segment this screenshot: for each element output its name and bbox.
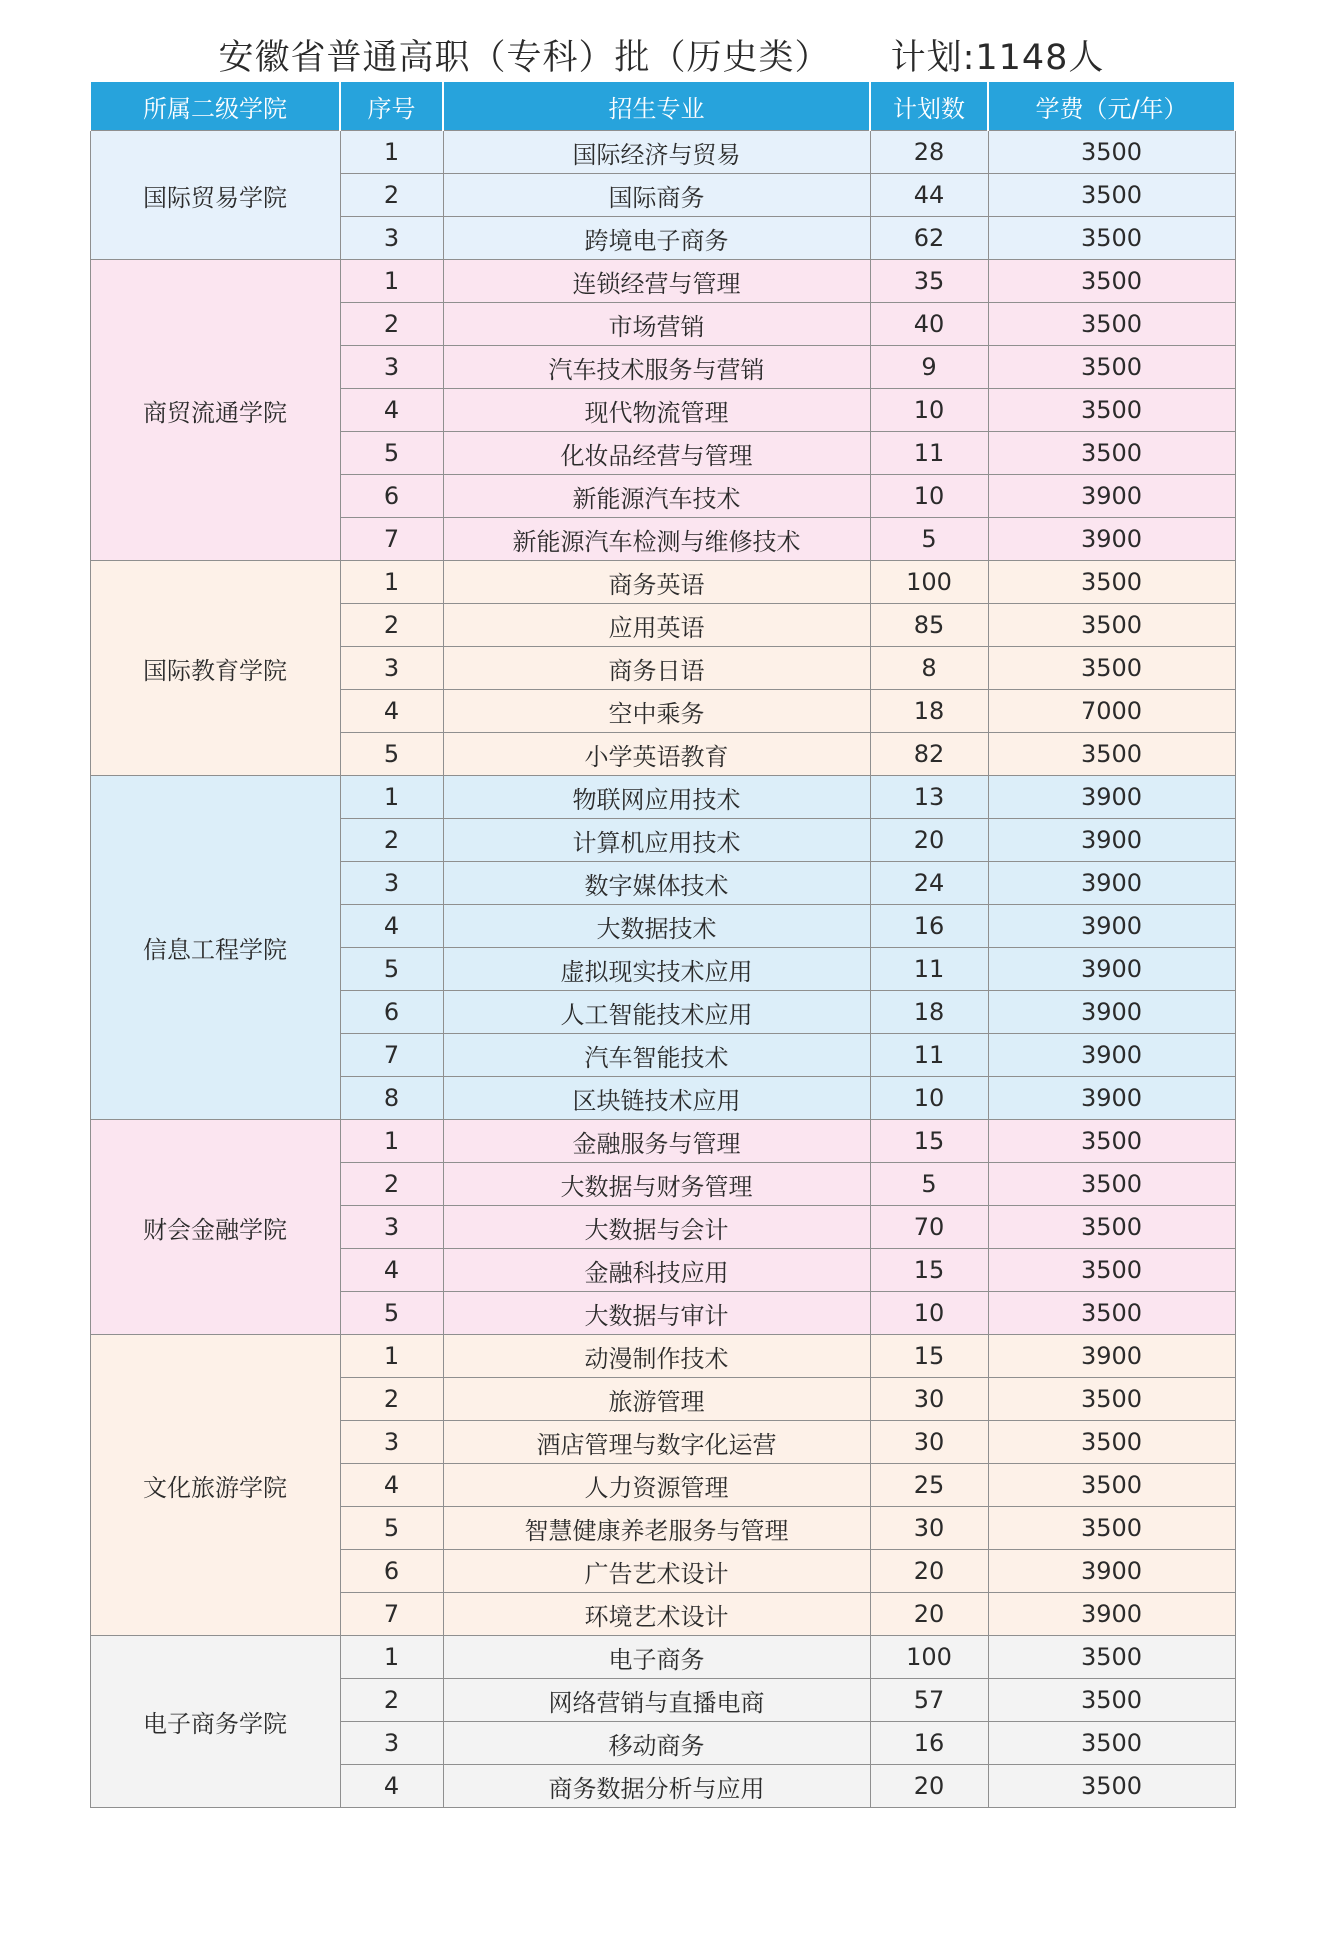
fee-cell: 3500 xyxy=(988,1249,1235,1292)
major-cell: 电子商务 xyxy=(443,1636,870,1679)
fee-cell: 3500 xyxy=(988,1421,1235,1464)
major-cell: 商务日语 xyxy=(443,647,870,690)
plan-cell: 20 xyxy=(870,819,988,862)
fee-cell: 3500 xyxy=(988,647,1235,690)
major-cell: 移动商务 xyxy=(443,1722,870,1765)
header-plan: 计划数 xyxy=(870,82,988,131)
plan-cell: 5 xyxy=(870,518,988,561)
plan-cell: 11 xyxy=(870,948,988,991)
plan-cell: 20 xyxy=(870,1593,988,1636)
plan-cell: 24 xyxy=(870,862,988,905)
number-cell: 1 xyxy=(340,1120,443,1163)
major-cell: 商务英语 xyxy=(443,561,870,604)
fee-cell: 3500 xyxy=(988,346,1235,389)
major-cell: 计算机应用技术 xyxy=(443,819,870,862)
table-row xyxy=(90,1120,1235,1163)
plan-cell: 20 xyxy=(870,1765,988,1808)
number-cell: 7 xyxy=(340,1593,443,1636)
number-cell: 3 xyxy=(340,1421,443,1464)
number-cell: 7 xyxy=(340,1034,443,1077)
plan-cell: 30 xyxy=(870,1421,988,1464)
plan-cell: 100 xyxy=(870,1636,988,1679)
plan-cell: 16 xyxy=(870,1722,988,1765)
fee-cell: 3900 xyxy=(988,518,1235,561)
fee-cell: 3500 xyxy=(988,1464,1235,1507)
major-cell: 大数据技术 xyxy=(443,905,870,948)
number-cell: 4 xyxy=(340,389,443,432)
table-row xyxy=(90,1335,1235,1378)
plan-cell: 30 xyxy=(870,1378,988,1421)
fee-cell: 3500 xyxy=(988,1765,1235,1808)
plan-cell: 85 xyxy=(870,604,988,647)
header-number: 序号 xyxy=(340,82,443,131)
number-cell: 5 xyxy=(340,948,443,991)
plan-cell: 44 xyxy=(870,174,988,217)
plan-cell: 10 xyxy=(870,389,988,432)
plan-cell: 62 xyxy=(870,217,988,260)
major-cell: 智慧健康养老服务与管理 xyxy=(443,1507,870,1550)
plan-cell: 15 xyxy=(870,1120,988,1163)
major-cell: 市场营销 xyxy=(443,303,870,346)
plan-cell: 18 xyxy=(870,991,988,1034)
table-row xyxy=(90,131,1235,174)
plan-cell: 10 xyxy=(870,475,988,518)
number-cell: 6 xyxy=(340,991,443,1034)
number-cell: 2 xyxy=(340,1679,443,1722)
table-row xyxy=(90,1636,1235,1679)
table-row xyxy=(90,561,1235,604)
major-cell: 大数据与会计 xyxy=(443,1206,870,1249)
major-cell: 新能源汽车检测与维修技术 xyxy=(443,518,870,561)
title-plan: 计划:1148人 xyxy=(890,38,1105,78)
major-cell: 商务数据分析与应用 xyxy=(443,1765,870,1808)
fee-cell: 3500 xyxy=(988,1206,1235,1249)
fee-cell: 3500 xyxy=(988,303,1235,346)
number-cell: 6 xyxy=(340,1550,443,1593)
fee-cell: 3500 xyxy=(988,1679,1235,1722)
major-cell: 空中乘务 xyxy=(443,690,870,733)
number-cell: 2 xyxy=(340,1163,443,1206)
fee-cell: 3900 xyxy=(988,948,1235,991)
plan-cell: 8 xyxy=(870,647,988,690)
fee-cell: 3500 xyxy=(988,733,1235,776)
major-cell: 网络营销与直播电商 xyxy=(443,1679,870,1722)
number-cell: 2 xyxy=(340,604,443,647)
number-cell: 4 xyxy=(340,905,443,948)
number-cell: 2 xyxy=(340,819,443,862)
major-cell: 国际经济与贸易 xyxy=(443,131,870,174)
fee-cell: 3500 xyxy=(988,389,1235,432)
number-cell: 1 xyxy=(340,776,443,819)
plan-cell: 28 xyxy=(870,131,988,174)
major-cell: 大数据与审计 xyxy=(443,1292,870,1335)
fee-cell: 3900 xyxy=(988,905,1235,948)
major-cell: 数字媒体技术 xyxy=(443,862,870,905)
fee-cell: 3500 xyxy=(988,131,1235,174)
table-row xyxy=(90,260,1235,303)
fee-cell: 3500 xyxy=(988,1292,1235,1335)
plan-cell: 5 xyxy=(870,1163,988,1206)
plan-cell: 11 xyxy=(870,1034,988,1077)
number-cell: 3 xyxy=(340,1206,443,1249)
number-cell: 5 xyxy=(340,1507,443,1550)
number-cell: 3 xyxy=(340,1722,443,1765)
fee-cell: 3900 xyxy=(988,475,1235,518)
plan-cell: 82 xyxy=(870,733,988,776)
fee-cell: 3500 xyxy=(988,1378,1235,1421)
college-cell: 国际贸易学院 xyxy=(90,131,340,260)
number-cell: 5 xyxy=(340,733,443,776)
major-cell: 化妆品经营与管理 xyxy=(443,432,870,475)
fee-cell: 3900 xyxy=(988,819,1235,862)
major-cell: 汽车技术服务与营销 xyxy=(443,346,870,389)
college-cell: 财会金融学院 xyxy=(90,1120,340,1335)
major-cell: 区块链技术应用 xyxy=(443,1077,870,1120)
fee-cell: 3900 xyxy=(988,776,1235,819)
major-cell: 连锁经营与管理 xyxy=(443,260,870,303)
major-cell: 广告艺术设计 xyxy=(443,1550,870,1593)
header-fee: 学费（元/年） xyxy=(988,82,1235,131)
number-cell: 4 xyxy=(340,1464,443,1507)
plan-cell: 40 xyxy=(870,303,988,346)
plan-cell: 57 xyxy=(870,1679,988,1722)
number-cell: 3 xyxy=(340,217,443,260)
number-cell: 3 xyxy=(340,346,443,389)
plan-cell: 10 xyxy=(870,1292,988,1335)
number-cell: 5 xyxy=(340,1292,443,1335)
fee-cell: 3900 xyxy=(988,1550,1235,1593)
fee-cell: 3500 xyxy=(988,217,1235,260)
college-cell: 文化旅游学院 xyxy=(90,1335,340,1636)
number-cell: 1 xyxy=(340,1335,443,1378)
header-major: 招生专业 xyxy=(443,82,870,131)
fee-cell: 3500 xyxy=(988,604,1235,647)
college-cell: 国际教育学院 xyxy=(90,561,340,776)
college-cell: 信息工程学院 xyxy=(90,776,340,1120)
number-cell: 2 xyxy=(340,174,443,217)
plan-cell: 13 xyxy=(870,776,988,819)
major-cell: 应用英语 xyxy=(443,604,870,647)
table-row xyxy=(90,776,1235,819)
number-cell: 1 xyxy=(340,561,443,604)
plan-cell: 35 xyxy=(870,260,988,303)
college-cell: 电子商务学院 xyxy=(90,1636,340,1808)
major-cell: 人力资源管理 xyxy=(443,1464,870,1507)
major-cell: 动漫制作技术 xyxy=(443,1335,870,1378)
enrollment-plan-table xyxy=(89,82,1236,1808)
major-cell: 汽车智能技术 xyxy=(443,1034,870,1077)
number-cell: 6 xyxy=(340,475,443,518)
fee-cell: 3900 xyxy=(988,1034,1235,1077)
fee-cell: 3900 xyxy=(988,862,1235,905)
major-cell: 环境艺术设计 xyxy=(443,1593,870,1636)
major-cell: 跨境电子商务 xyxy=(443,217,870,260)
major-cell: 物联网应用技术 xyxy=(443,776,870,819)
fee-cell: 3900 xyxy=(988,1335,1235,1378)
major-cell: 国际商务 xyxy=(443,174,870,217)
number-cell: 1 xyxy=(340,131,443,174)
number-cell: 2 xyxy=(340,303,443,346)
fee-cell: 3500 xyxy=(988,1722,1235,1765)
number-cell: 4 xyxy=(340,1249,443,1292)
plan-cell: 16 xyxy=(870,905,988,948)
plan-cell: 100 xyxy=(870,561,988,604)
plan-cell: 15 xyxy=(870,1335,988,1378)
number-cell: 3 xyxy=(340,647,443,690)
major-cell: 新能源汽车技术 xyxy=(443,475,870,518)
plan-cell: 25 xyxy=(870,1464,988,1507)
table-body xyxy=(90,131,1235,1808)
major-cell: 金融服务与管理 xyxy=(443,1120,870,1163)
plan-cell: 30 xyxy=(870,1507,988,1550)
number-cell: 4 xyxy=(340,690,443,733)
table-header-row xyxy=(90,82,1235,131)
fee-cell: 3500 xyxy=(988,174,1235,217)
plan-cell: 70 xyxy=(870,1206,988,1249)
fee-cell: 3900 xyxy=(988,1593,1235,1636)
major-cell: 现代物流管理 xyxy=(443,389,870,432)
title-batch: 安徽省普通高职（专科）批（历史类） xyxy=(218,38,831,78)
number-cell: 4 xyxy=(340,1765,443,1808)
fee-cell: 3500 xyxy=(988,561,1235,604)
fee-cell: 3900 xyxy=(988,991,1235,1034)
major-cell: 人工智能技术应用 xyxy=(443,991,870,1034)
fee-cell: 3500 xyxy=(988,432,1235,475)
college-cell: 商贸流通学院 xyxy=(90,260,340,561)
number-cell: 1 xyxy=(340,260,443,303)
plan-cell: 10 xyxy=(870,1077,988,1120)
header-college: 所属二级学院 xyxy=(90,82,340,131)
page-title xyxy=(0,28,1323,88)
major-cell: 金融科技应用 xyxy=(443,1249,870,1292)
plan-cell: 20 xyxy=(870,1550,988,1593)
fee-cell: 3500 xyxy=(988,1120,1235,1163)
fee-cell: 7000 xyxy=(988,690,1235,733)
major-cell: 大数据与财务管理 xyxy=(443,1163,870,1206)
plan-cell: 15 xyxy=(870,1249,988,1292)
major-cell: 旅游管理 xyxy=(443,1378,870,1421)
number-cell: 5 xyxy=(340,432,443,475)
major-cell: 虚拟现实技术应用 xyxy=(443,948,870,991)
fee-cell: 3900 xyxy=(988,1077,1235,1120)
plan-cell: 11 xyxy=(870,432,988,475)
fee-cell: 3500 xyxy=(988,1507,1235,1550)
number-cell: 1 xyxy=(340,1636,443,1679)
plan-cell: 18 xyxy=(870,690,988,733)
number-cell: 3 xyxy=(340,862,443,905)
number-cell: 2 xyxy=(340,1378,443,1421)
fee-cell: 3500 xyxy=(988,1163,1235,1206)
plan-cell: 9 xyxy=(870,346,988,389)
major-cell: 酒店管理与数字化运营 xyxy=(443,1421,870,1464)
major-cell: 小学英语教育 xyxy=(443,733,870,776)
number-cell: 7 xyxy=(340,518,443,561)
number-cell: 8 xyxy=(340,1077,443,1120)
fee-cell: 3500 xyxy=(988,260,1235,303)
fee-cell: 3500 xyxy=(988,1636,1235,1679)
